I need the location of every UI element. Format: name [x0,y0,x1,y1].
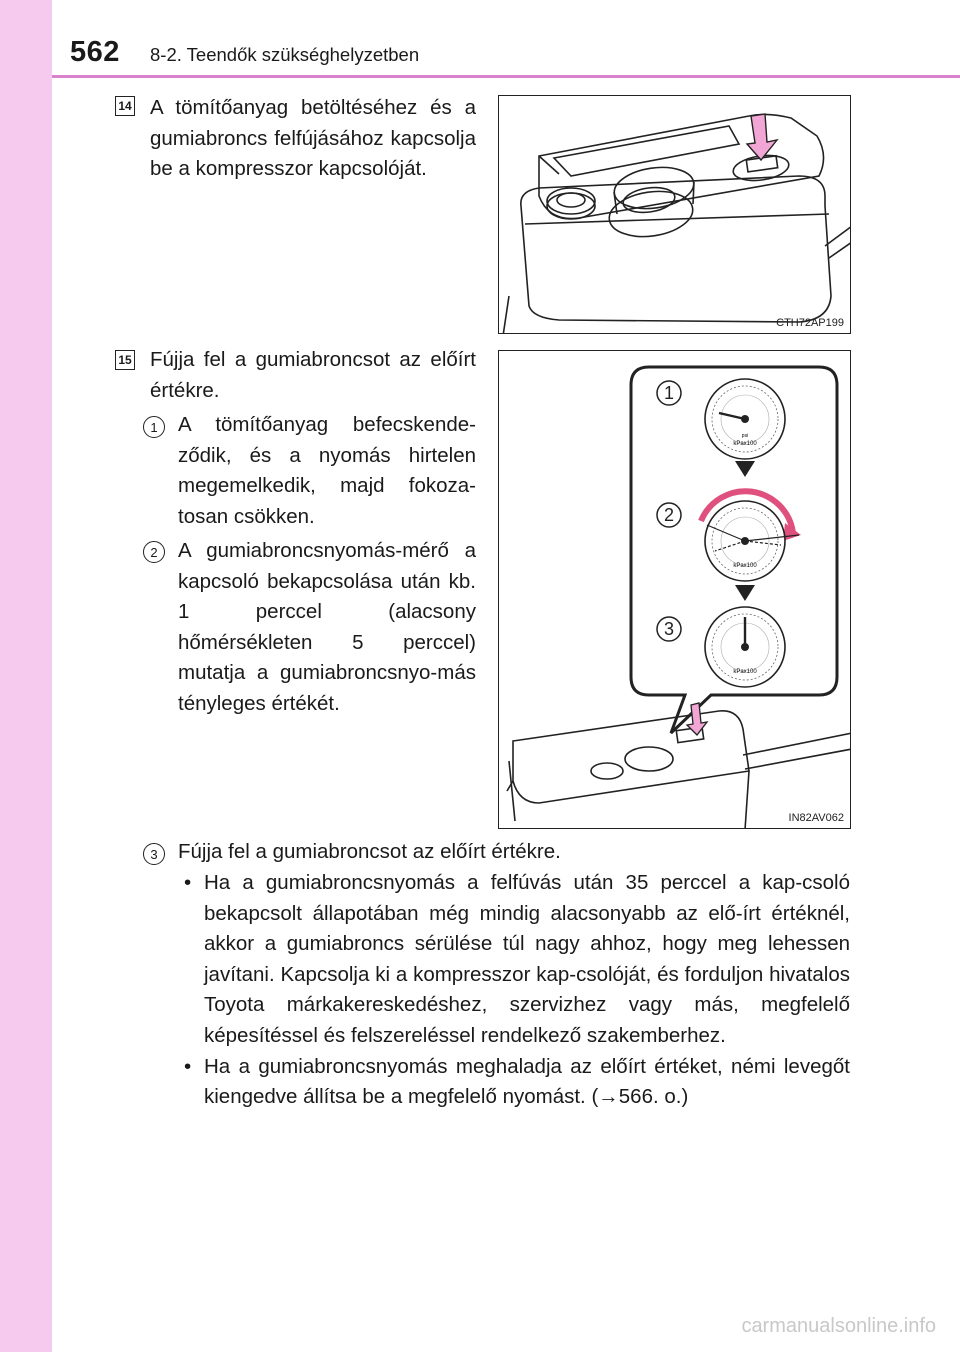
side-strip [0,0,52,1352]
gauge-label-1: 1 [663,383,675,403]
substep-1-text: A tömítőanyag befecskende-ződik, és a nyomás hirtelen megemelkedik, majd fokoza-tosan csökken. [178,413,476,528]
substep-3-text: Fújja fel a gumiabroncsot az előírt értékre. [178,840,561,863]
compressor-illustration [499,96,851,334]
step-badge-14: 14 [115,96,135,116]
figure-compressor-switch [498,95,851,334]
list-item [182,1052,850,1113]
figure-code: CTH72AP199 [776,317,844,329]
substep-marker-2: 2 [143,541,165,563]
header-divider [52,75,960,78]
step-15-text: Fújja fel a gumiabroncsot az előírt értékre. [150,348,476,402]
bullet-text: Ha a gumiabroncsnyomás meghaladja az előírt értéket, némi levegőt kiengedve állítsa be a megfelelő nyomást. (→566. o.) [204,1054,850,1109]
figure-code-2: IN82AV062 [788,812,844,824]
gauge-3-unit: kPax100 [733,669,757,675]
substep-marker-3: 3 [143,843,165,865]
step-badge-15: 15 [115,350,135,370]
watermark: carmanualsonline.info [741,1315,936,1337]
figure-pressure-gauges [498,350,851,829]
gauge-1-unit: kPax100 [733,441,757,447]
gauge-1-psi: psi [741,433,749,439]
gauge-2-unit: kPax100 [733,563,757,569]
bullet-text: Ha a gumiabroncsnyomás a felfúvás után 35 perccel a kap-csoló bekapcsolt állapotában még mindig alacsonyabb az elő-írt értéknél, akkor a gumiabroncs sérülése túl nagy ahhoz, hogy meg lehessen javítani. Kapcsolja ki a kompresszor kap-csolóját, és forduljon hivatalos Toyota márkakereskedéshez, szervizhez vagy más, megfelelő képesítéssel és felszereléssel rendelkező szakemberhez. [204,871,850,1047]
section-title: 8-2. Teendők szükséghelyzetben [150,44,420,65]
bullet-symbol: • [184,871,192,894]
step-14-text: A tömítőanyag betöltéséhez és a gumiabroncs felfújásához kapcsolja be a kompresszor kapcsolóját. [150,96,476,181]
bullet-list [182,868,850,1113]
gauges-illustration [499,351,851,829]
gauge-label-2: 2 [663,505,675,525]
page-number: 562 [70,36,120,68]
substep-marker-1: 1 [143,416,165,438]
bullet-symbol: • [184,1054,192,1078]
substep-2-text: A gumiabroncsnyomás-mérő a kapcsoló bekapcsolása után kb. 1 perccel (alacsony hőmérsékleten 5 perccel) mutatja a gumiabroncsnyo-más tényleges értékét. [178,539,476,715]
list-item [182,868,850,1052]
gauge-label-3: 3 [663,619,675,639]
